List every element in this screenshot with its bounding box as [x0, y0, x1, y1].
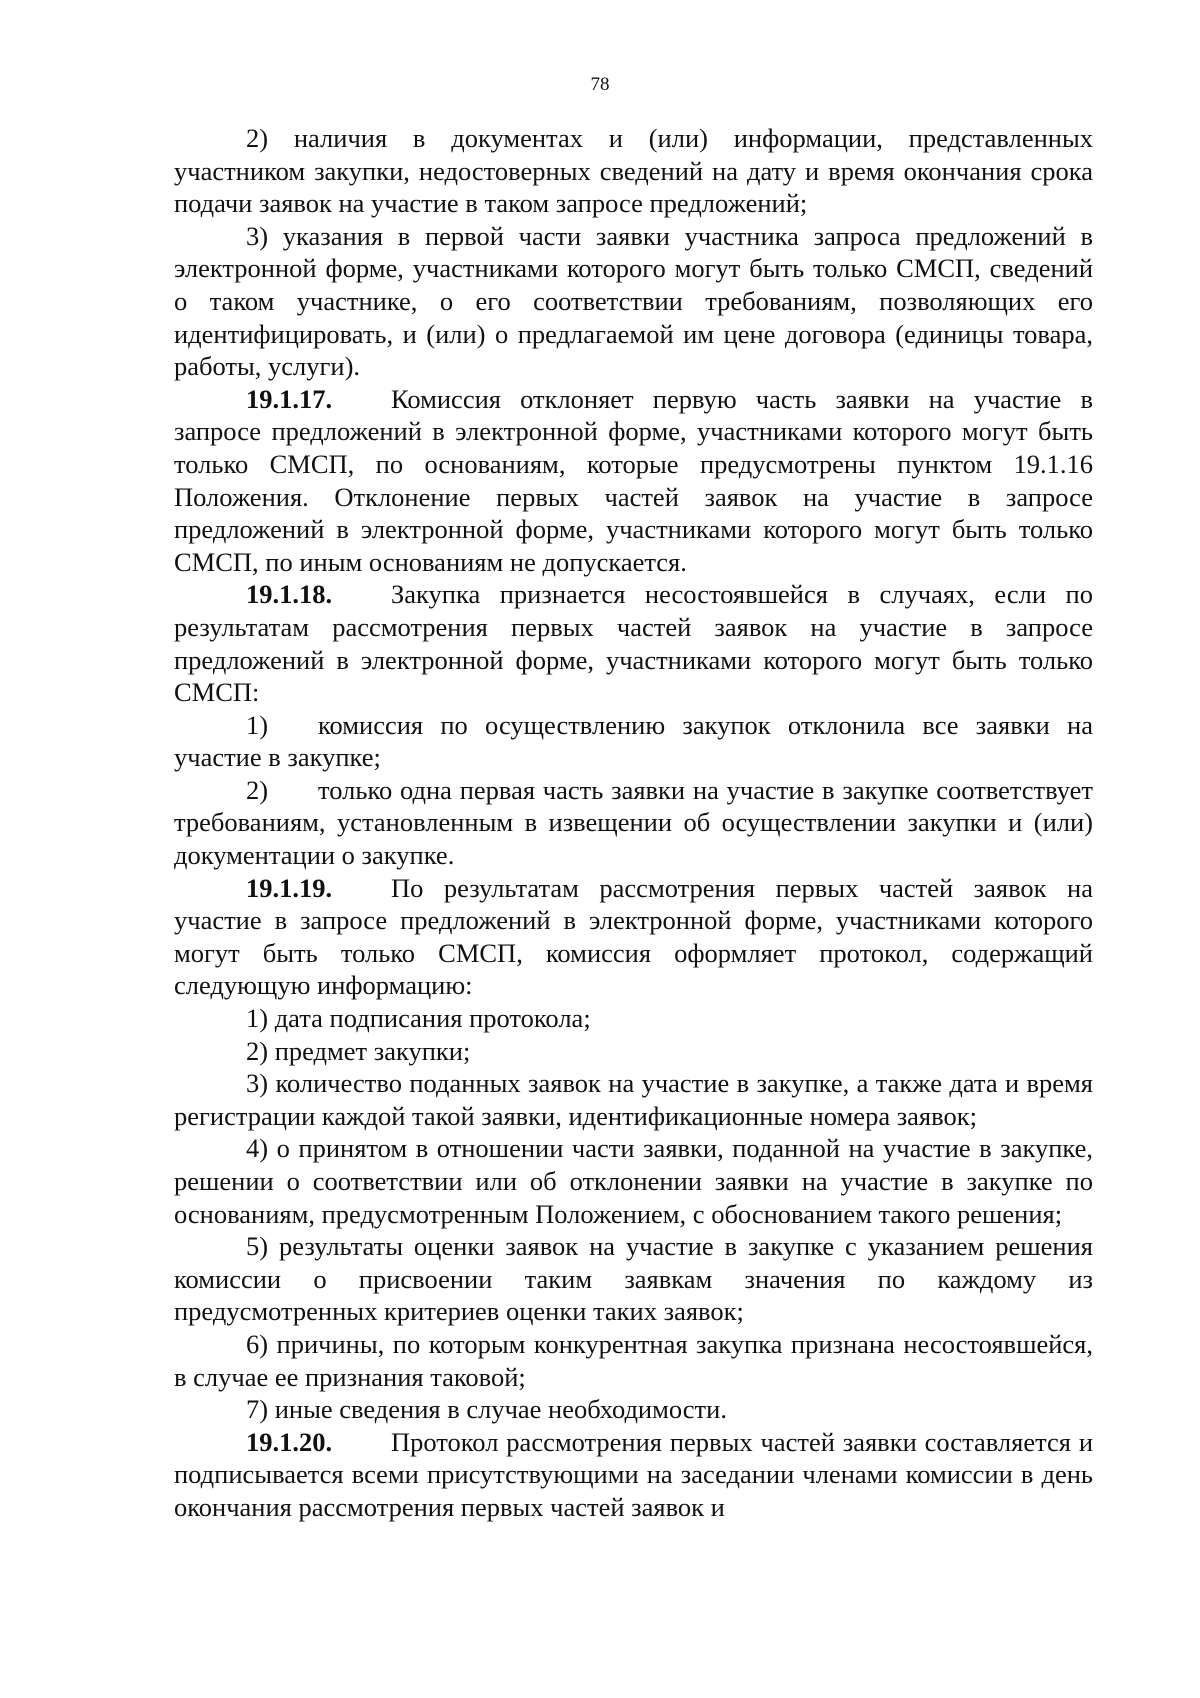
list-item: [174, 1230, 1093, 1328]
paragraph-text: 6) причины, по которым конкурентная закупка признана несостоявшейся, в случае ее признания таковой;: [174, 1328, 1093, 1392]
paragraph: [174, 220, 1093, 383]
paragraph-text: 1) дата подписания протокола;: [246, 1003, 591, 1034]
page-number: 78: [590, 74, 610, 95]
list-number: 1): [246, 709, 269, 740]
clause-number: 19.1.17.: [246, 383, 333, 414]
clause-19-1-18: [174, 578, 1093, 708]
paragraph-text: Комиссия отклоняет первую часть заявки на участие в запросе предложений в электронной форме, участниками которого могут быть только СМСП, по основаниям, которые предусмотрены пунктом 19.1.16 Положения. Отклонение первых частей заявок на участие в запросе предложений в электронной форме, участниками которого могут быть только СМСП, по иным основаниям не допускается.: [174, 383, 1093, 577]
paragraph-text: По результатам рассмотрения первых частей заявок на участие в запросе предложений в электронной форме, участниками которого могут быть только СМСП, комиссия оформляет протокол, содержащий следующую информацию:: [174, 872, 1093, 1001]
paragraph-text: 3) указания в первой части заявки участника запроса предложений в электронной форме, участниками которого могут быть только СМСП, сведений о таком участнике, о его соответствии требованиям, позволяющих его идентифицировать, и (или) о предлагаемой им цене договора (единицы товара, работы, услуги).: [174, 220, 1093, 382]
paragraph: [174, 122, 1093, 220]
list-item: [174, 709, 1093, 774]
list-item: [174, 1002, 1093, 1035]
paragraph-text: только одна первая часть заявки на участие в закупке соответствует требованиям, установленным в извещении об осуществлении закупки и (или) документации о закупке.: [174, 774, 1093, 871]
paragraph-text: комиссия по осуществлению закупок отклонила все заявки на участие в закупке;: [174, 709, 1093, 773]
paragraph-text: 5) результаты оценки заявок на участие в закупке с указанием решения комиссии о присвоении таким заявкам значения по каждому из предусмотренных критериев оценки таких заявок;: [174, 1231, 1093, 1327]
clause-19-1-20: [174, 1426, 1093, 1524]
list-item: [174, 1132, 1093, 1230]
list-item: [174, 1393, 1093, 1426]
paragraph-text: Протокол рассмотрения первых частей заявки составляется и подписывается всеми присутствующими на заседании членами комиссии в день окончания рассмотрения первых частей заявок и: [174, 1426, 1093, 1522]
paragraph-text: Закупка признается несостоявшейся в случаях, если по результатам рассмотрения первых частей заявок на участие в запросе предложений в электронной форме, участниками которого могут быть только СМСП:: [174, 579, 1093, 708]
document-body: [174, 122, 1093, 1524]
paragraph-text: 2) наличия в документах и (или) информации, представленных участником закупки, недостоверных сведений на дату и время окончания срока подачи заявок на участие в таком запросе предложений;: [174, 123, 1093, 219]
clause-number: 19.1.19.: [246, 872, 333, 903]
list-item: [174, 1067, 1093, 1132]
clause-19-1-19: [174, 872, 1093, 1002]
list-item: [174, 1035, 1093, 1068]
paragraph-text: 4) о принятом в отношении части заявки, поданной на участие в закупке, решении о соответствии или об отклонении заявки на участие в закупке по основаниям, предусмотренным Положением, с обоснованием такого решения;: [174, 1133, 1093, 1229]
paragraph-text: 3) количество поданных заявок на участие в закупке, а также дата и время регистрации каждой такой заявки, идентификационные номера заявок;: [174, 1068, 1093, 1131]
list-number: 2): [246, 774, 269, 805]
paragraph-text: 7) иные сведения в случае необходимости.: [246, 1394, 727, 1425]
clause-19-1-17: [174, 383, 1093, 579]
list-item: [174, 1328, 1093, 1393]
list-item: [174, 774, 1093, 872]
paragraph-text: 2) предмет закупки;: [246, 1035, 471, 1066]
clause-number: 19.1.18.: [246, 579, 333, 610]
clause-number: 19.1.20.: [246, 1426, 333, 1457]
